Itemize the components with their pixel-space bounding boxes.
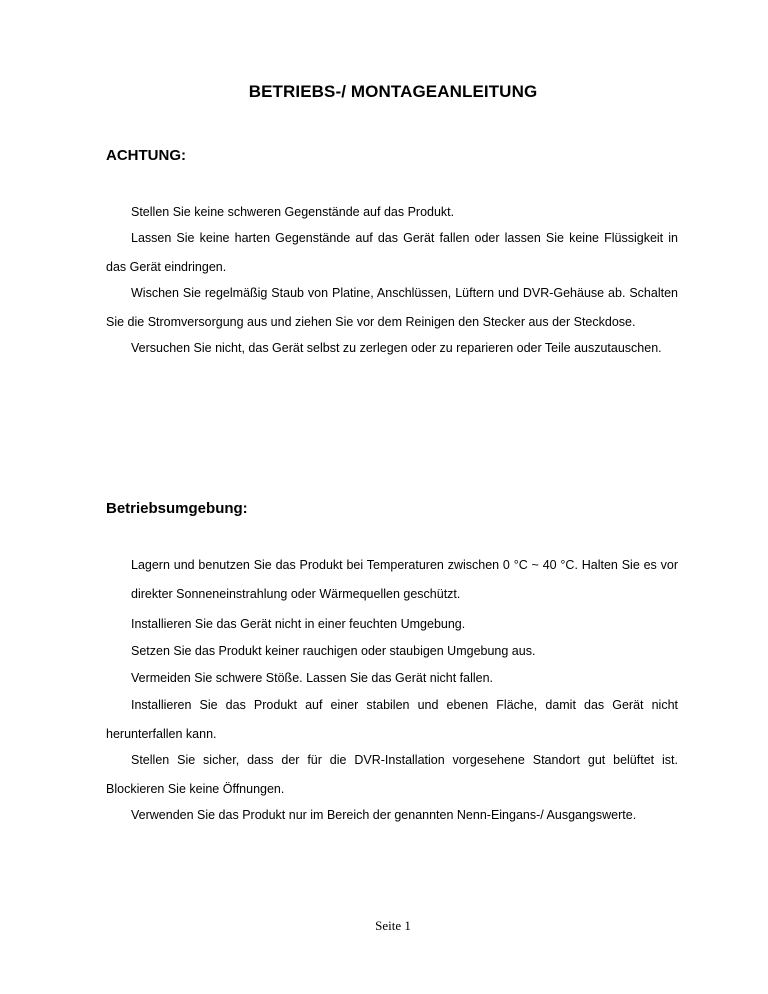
paragraph: Vermeiden Sie schwere Stöße. Lassen Sie das Gerät nicht fallen. [131,671,493,685]
paragraph: Wischen Sie regelmäßig Staub von Platine, Anschlüssen, Lüftern und DVR-Gehäuse ab. Schalten Sie die Stromversorgung aus und ziehen Sie vor dem Reinigen den Stecker aus der Steckdose. [106,286,678,329]
paragraph: Verwenden Sie das Produkt nur im Bereich der genannten Nenn-Eingans-/ Ausgangswerte. [131,808,637,822]
paragraph: Installieren Sie das Produkt auf einer stabilen und ebenen Fläche, damit das Gerät nicht herunterfallen kann. [106,698,678,741]
paragraph: Stellen Sie keine schweren Gegenstände auf das Produkt. [131,205,455,219]
paragraph: Setzen Sie das Produkt keiner rauchigen oder staubigen Umgebung aus. [131,644,536,658]
page-number: Seite 1 [375,918,411,933]
paragraph: Lassen Sie keine harten Gegenstände auf das Gerät fallen oder lassen Sie keine Flüssigkeit in das Gerät eindringen. [106,231,678,274]
section-heading-betriebsumgebung: Betriebsumgebung: [106,500,248,517]
document-title: BETRIEBS-/ MONTAGEANLEITUNG [248,82,538,101]
section-heading-achtung: ACHTUNG: [106,147,186,164]
paragraph: Versuchen Sie nicht, das Gerät selbst zu zerlegen oder zu reparieren oder Teile auszutauschen. [131,341,662,355]
paragraph: Lagern und benutzen Sie das Produkt bei Temperaturen zwischen 0 °C ~ 40 °C. Halten Sie es vor direkter Sonneneinstrahlung oder Wärmequellen geschützt. [131,558,678,601]
paragraph: Installieren Sie das Gerät nicht in einer feuchten Umgebung. [131,617,466,631]
paragraph: Stellen Sie sicher, dass der für die DVR-Installation vorgesehene Standort gut belüftet ist. Blockieren Sie keine Öffnungen. [106,753,678,796]
